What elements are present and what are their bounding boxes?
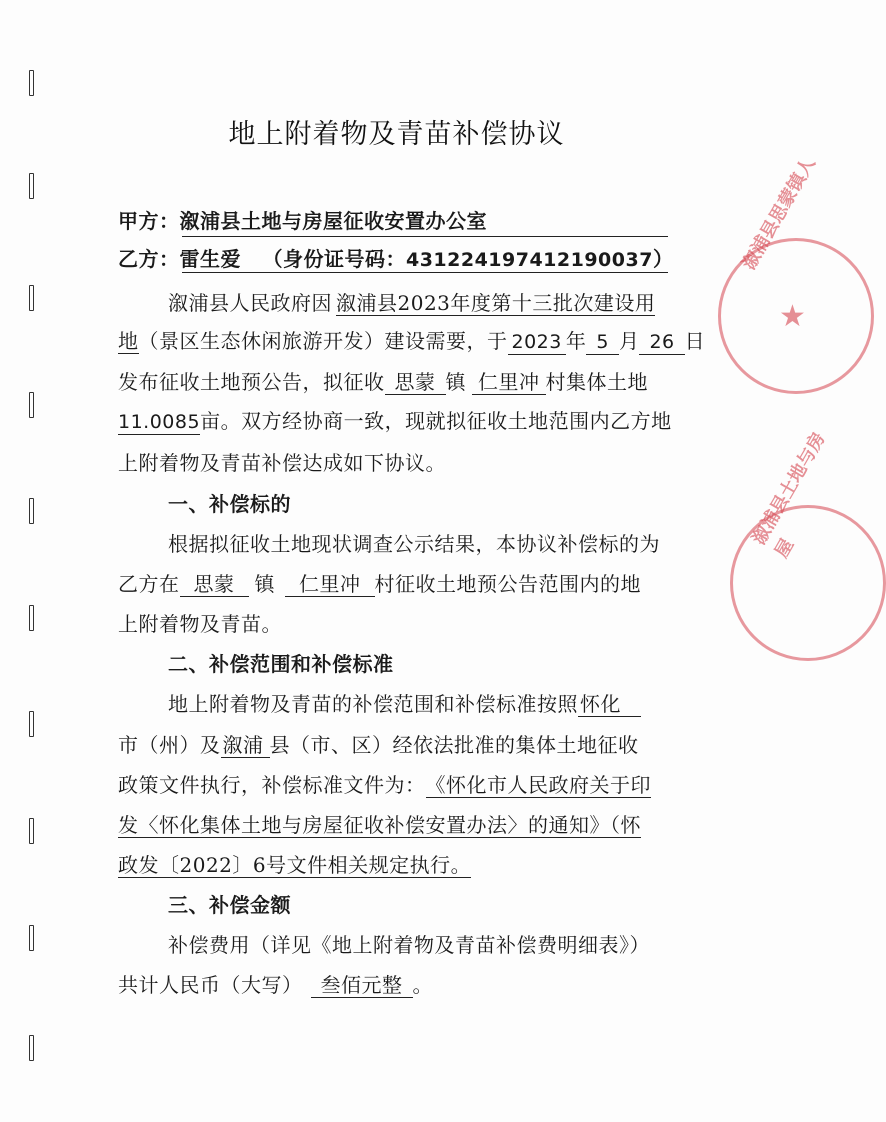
binding-hole-mark	[29, 925, 34, 951]
intro-text: 溆浦县人民政府因	[168, 291, 332, 315]
party-a-line	[118, 207, 487, 235]
section-text: 共计人民币（大写）	[118, 973, 303, 997]
binding-hole-mark	[29, 1035, 34, 1061]
section-1-line-2	[118, 570, 641, 598]
section-2-line-3	[118, 771, 651, 799]
binding-hole-mark	[29, 818, 34, 844]
party-b-id-number: 431224197412190037	[405, 249, 653, 271]
party-a-label: 甲方：	[118, 209, 180, 233]
section-2-line-4	[118, 811, 641, 839]
month-unit: 月	[618, 329, 640, 353]
document-title: 地上附着物及青苗补偿协议	[228, 119, 565, 150]
section-2-line-2	[118, 731, 639, 759]
section-1-village: 仁里冲	[285, 572, 375, 597]
announce-year: 2023	[508, 330, 566, 355]
party-b-id-close: ）	[652, 247, 674, 271]
section-2-county: 溆浦	[221, 733, 270, 758]
town-unit: 镇	[254, 572, 275, 596]
section-1-heading: 一、补偿标的	[168, 492, 291, 516]
seal-text: 溆浦县土地与房屋	[748, 428, 830, 562]
intro-town: 思蒙	[385, 370, 446, 395]
binding-hole-mark	[29, 605, 34, 631]
binding-hole-mark	[29, 711, 34, 737]
announce-day: 26	[639, 330, 684, 355]
intro-line-2	[118, 327, 705, 355]
intro-line-5	[118, 449, 446, 477]
project-name: 溆浦县2023年度第十三批次建设用	[336, 291, 656, 315]
standard-document-title-1: 《怀化市人民政府关于印	[425, 773, 651, 797]
section-2-line-5	[118, 851, 471, 879]
land-area: 11.0085	[118, 411, 201, 433]
section-text: 地上附着物及青苗的补偿范围和补偿标准按照	[168, 692, 578, 716]
party-a-underline	[182, 236, 668, 237]
bottom-official-seal	[730, 428, 886, 661]
town-unit: 镇	[445, 370, 466, 394]
intro-text: （景区生态休闲旅游开发）建设需要，于	[138, 329, 508, 353]
standard-document-title-2: 发〈怀化集体土地与房屋征收补偿安置办法〉的通知》（怀	[118, 813, 641, 837]
seal-star-icon: ★	[779, 299, 806, 334]
project-name-end: 地	[118, 329, 139, 353]
standard-document-title-3: 政发〔2022〕6号文件相关规定执行。	[118, 853, 472, 877]
day-unit: 日	[684, 329, 706, 353]
party-b-underline	[182, 272, 668, 273]
intro-text: 发布征收土地预公告，拟征收	[118, 370, 385, 394]
intro-text: 上附着物及青苗补偿达成如下协议。	[118, 451, 446, 475]
compensation-amount: 叁佰元整	[311, 973, 413, 998]
year-unit: 年	[565, 329, 587, 353]
intro-line-3	[118, 368, 648, 396]
intro-line-1	[168, 289, 655, 317]
section-1-line-1: 根据拟征收土地现状调查公示结果，本协议补偿标的为	[168, 532, 660, 556]
announce-month: 5	[586, 330, 619, 355]
section-3-line-2	[118, 971, 433, 999]
section-3-heading: 三、补偿金额	[168, 893, 291, 917]
section-2-city: 怀化	[578, 692, 641, 717]
section-2-heading: 二、补偿范围和补偿标准	[168, 652, 394, 676]
binding-hole-mark	[29, 392, 34, 418]
intro-village: 仁里冲	[472, 370, 546, 395]
party-b-name: 雷生爱	[179, 247, 241, 271]
intro-text: 村集体土地	[545, 370, 648, 394]
party-b-id-text: （身份证号码：	[262, 247, 406, 271]
party-b-line	[118, 245, 673, 274]
binding-hole-mark	[29, 173, 34, 199]
binding-hole-mark	[29, 285, 34, 311]
party-b-label: 乙方：	[118, 247, 180, 271]
section-1-town: 思蒙	[180, 572, 249, 597]
section-text: 村征收土地预公告范围内的地	[374, 572, 641, 596]
section-text: 市（州）及	[118, 733, 221, 757]
intro-text: 亩。双方经协商一致，现就拟征收土地范围内乙方地	[200, 409, 672, 433]
section-2-line-1	[168, 690, 641, 718]
section-text: 县（市、区）经依法批准的集体土地征收	[269, 733, 639, 757]
binding-hole-mark	[29, 70, 34, 96]
section-text: 乙方在	[118, 572, 180, 596]
section-text: 政策文件执行，补偿标准文件为：	[118, 773, 426, 797]
section-1-line-3: 上附着物及青苗。	[118, 612, 282, 636]
section-text: 。	[412, 973, 433, 997]
top-official-seal	[718, 153, 874, 394]
party-a-name: 溆浦县土地与房屋征收安置办公室	[179, 209, 487, 233]
section-3-line-1: 补偿费用（详见《地上附着物及青苗补偿费明细表》）	[168, 933, 650, 957]
seal-text: 溆浦县思蒙镇人	[738, 153, 820, 274]
binding-hole-mark	[29, 498, 34, 524]
intro-line-4	[118, 407, 672, 435]
